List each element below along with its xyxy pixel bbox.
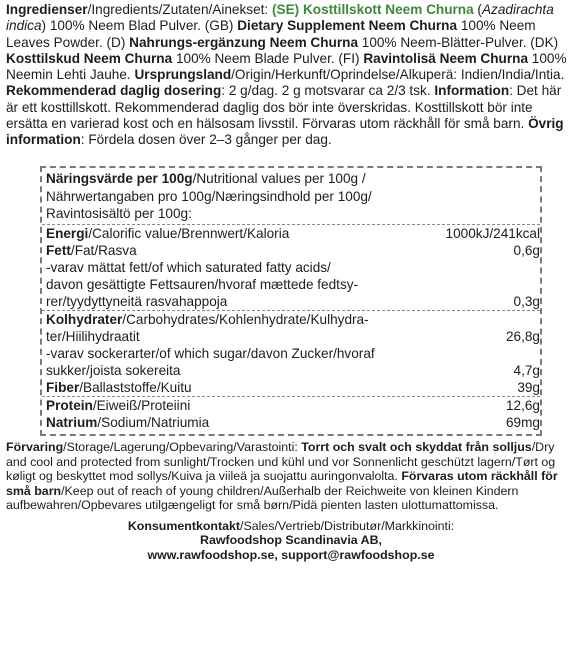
storage-instruction: Torrt och svalt och skyddat från solljus	[301, 440, 532, 454]
ingredients-text-c: 100% Neem Leaves Powder. (D)	[6, 18, 536, 50]
nutrition-row-saturated-2	[46, 276, 540, 293]
contact-label-languages: /Sales/Vertrieb/Distributør/Markkinointi:	[240, 519, 455, 533]
nutrition-row-sugar-2	[46, 362, 540, 379]
ingredients-section	[6, 2, 576, 149]
nutrient-translations: /Ballaststoffe/Kuitu	[79, 380, 192, 395]
ingredients-text-d: 100% Neem-Blätter-Pulver. (DK)	[358, 34, 559, 50]
information-heading: Information	[434, 83, 510, 99]
nutrient-name: Natrium	[46, 415, 98, 430]
ingredients-heading: Ingredienser	[6, 2, 88, 17]
nutrition-row-fat	[46, 242, 540, 259]
ingredients-text-a: (	[473, 2, 482, 17]
nutrient-translations: /Carbohydrates/Kohlenhydrate/Kulhydra-	[122, 312, 369, 327]
storage-translations: /Dry and cool and protected from sunlight/Trocken und kühl und vor Sonnenlicht geschützt lagern/Tørt og køligt og beskyttet mod sollys/Kuiva ja viileä ja suojattu auringonvalolta.	[6, 440, 556, 484]
child-warning: Förvaras utom räckhåll för små barn	[6, 469, 558, 498]
nutrient-translations: davon gesättigte Fettsauren/hvoraf mættede fedtsy-	[46, 277, 359, 292]
product-name-se: (SE) Kosttillskott Neem Churna	[271, 2, 474, 17]
ingredients-text-f: 100% Neemin Lehti Jauhe.	[6, 50, 567, 83]
information-text: : Det här är ett kosttillskott. Rekommenderad daglig dos bör inte överskridas. Kosttillskott bör inte ersätta en varierad kost och en hälsosam livsstil. Förvaras utom räckhåll för små barn.	[6, 83, 562, 132]
nutrition-header	[46, 170, 406, 223]
nutrient-value: 69mg	[505, 415, 540, 430]
product-name-gb: Dietary Supplement Neem Churna	[237, 18, 458, 34]
contact-label	[0, 519, 582, 533]
company-name	[0, 533, 582, 547]
product-name-fi: Ravintolisä Neem Churna	[363, 50, 529, 66]
other-information-text: : Fördela dosen över 2–3 gånger per dag.	[80, 132, 332, 148]
nutrient-value: 12,6g	[505, 398, 540, 413]
nutrition-row-protein	[46, 397, 540, 414]
product-name-dk: Kosttilskud Neem Churna	[6, 50, 173, 66]
ingredients-heading-languages: /Ingredients/Zutaten/Ainekset:	[87, 2, 272, 17]
nutrition-row-energy	[46, 225, 540, 242]
nutrient-value: 4,7g	[513, 363, 540, 378]
nutrition-row-saturated-3	[46, 293, 540, 310]
other-information-heading: Övrig information	[6, 116, 564, 148]
nutrition-row-carbohydrates-1	[46, 311, 540, 328]
nutrition-row-sodium	[46, 414, 540, 431]
contact-label-title: Konsumentkontakt	[127, 519, 241, 533]
nutrient-translations: ter/Hiilihydraatit	[46, 329, 140, 344]
nutrient-name: Fett	[46, 243, 71, 258]
nutrient-name: Fiber	[46, 380, 80, 395]
latin-name: Azadirachta indica	[6, 2, 554, 34]
nutrient-name: Protein	[46, 398, 93, 413]
nutrition-header-title: Näringsvärde per 100g	[46, 171, 193, 186]
nutrient-value: 0,6g	[513, 243, 540, 258]
ingredients-text-e: 100% Neem Blade Pulver. (FI)	[172, 50, 364, 66]
nutrient-translations: /Fat/Rasva	[70, 243, 137, 258]
nutrient-translations: /Calorific value/Brennwert/Kaloria	[88, 226, 290, 241]
ingredients-text-b: ) 100% Neem Blad Pulver. (GB)	[41, 18, 238, 34]
storage-heading: Förvaring	[6, 440, 64, 454]
nutrient-value: 1000kJ/241kcal	[445, 226, 540, 241]
nutrient-value: 0,3g	[513, 294, 540, 309]
nutrition-row-carbohydrates-2	[46, 328, 540, 345]
product-name-de: Nahrungs-ergänzung Neem Churna	[129, 34, 359, 50]
nutrient-name: Kolhydrater	[46, 312, 123, 327]
nutrition-row-sugar-1	[46, 345, 540, 362]
child-warning-translations: /Keep out of reach of young children/Außerhalb der Reichweite von kleinen Kindern aufbewahren/Opbevares utilgængeligt for små børn/Pidä pienten lasten ulottumattomissa.	[6, 483, 519, 513]
nutrient-translations: /Sodium/Natriumia	[97, 415, 210, 430]
nutrient-translations: /Eiweiß/Proteiini	[92, 398, 191, 413]
website-email	[0, 548, 582, 562]
storage-section	[6, 440, 574, 513]
storage-languages: /Storage/Lagerung/Opbevaring/Varastointi:	[63, 440, 302, 454]
nutrition-row-saturated-1	[46, 259, 540, 276]
nutrient-translations: -varav mättat fett/of which saturated fatty acids/	[46, 260, 331, 275]
contact-section	[0, 519, 582, 562]
nutrient-translations: rer/tyydyttyneitä rasvahappoja	[46, 294, 228, 309]
company-name-text: Rawfoodshop Scandinavia AB,	[200, 533, 382, 548]
nutrient-name: Energi	[46, 226, 89, 241]
dosage-text: : 2 g/dag. 2 g motsvarar ca 2/3 tsk.	[221, 83, 435, 99]
origin-text: /Origin/Herkunft/Oprindelse/Alkuperä: Indien/India/Intia.	[231, 67, 565, 83]
dosage-heading: Rekommenderad daglig dosering	[6, 83, 222, 99]
nutrition-row-fiber	[46, 379, 540, 396]
nutrient-value: 26,8g	[505, 329, 540, 344]
nutrient-translations: -varav sockerarter/of which sugar/davon Zucker/hvoraf	[46, 346, 375, 361]
website-email-text: www.rawfoodshop.se, support@rawfoodshop.se	[147, 547, 435, 562]
origin-heading: Ursprungsland	[134, 67, 232, 83]
nutrient-translations: sukker/joista sokereita	[46, 363, 181, 378]
nutrition-header-languages: /Nutritional values per 100g / Nährwertangaben pro 100g/Næringsindhold per 100g/ Ravintosisältö per 100g:	[46, 171, 372, 222]
nutrient-value: 39g	[517, 380, 540, 395]
